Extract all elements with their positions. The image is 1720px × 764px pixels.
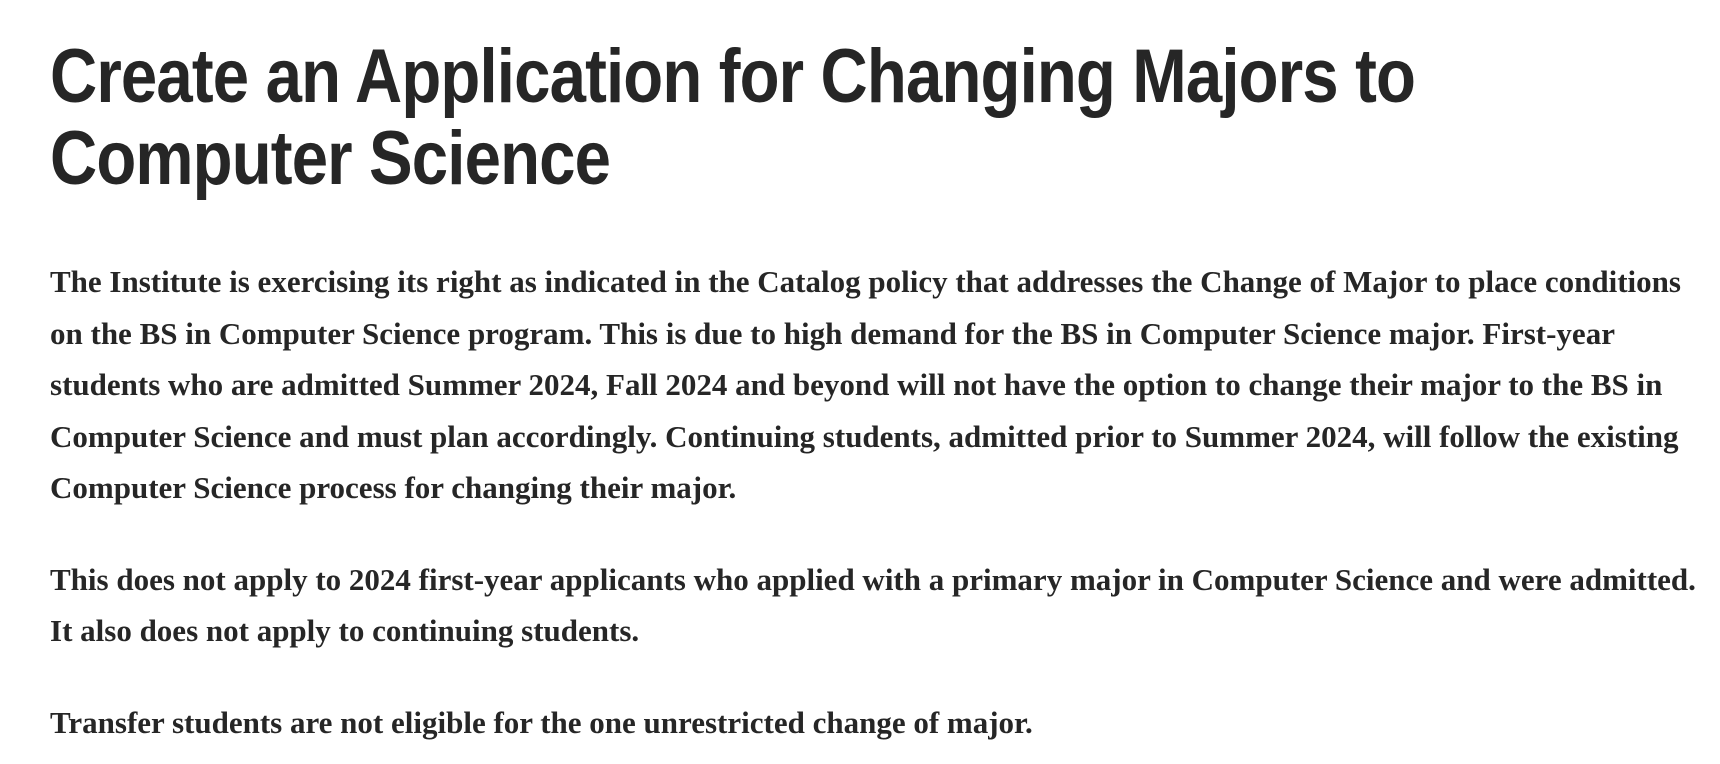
page-title: Create an Application for Changing Majors to Computer Science <box>50 34 1416 201</box>
exception-paragraph: This does not apply to 2024 first-year applicants who applied with a primary major in Computer Science and were admitted. It also does not apply to continuing students. <box>50 561 1696 648</box>
main-content <box>50 0 1710 748</box>
transfer-paragraph: Transfer students are not eligible for the one unrestricted change of major. <box>50 704 1033 740</box>
policy-paragraph: The Institute is exercising its right as indicated in the Catalog policy that addresses the Change of Major to place conditions on the BS in Computer Science program. This is due to high demand for the BS in Computer Science major. First-year students who are admitted Summer 2024, Fall 2024 and beyond will not have the option to change their major to the BS in Computer Science and must plan accordingly. Continuing students, admitted prior to Summer 2024, will follow the existing Computer Science process for changing their major. <box>50 264 1681 505</box>
